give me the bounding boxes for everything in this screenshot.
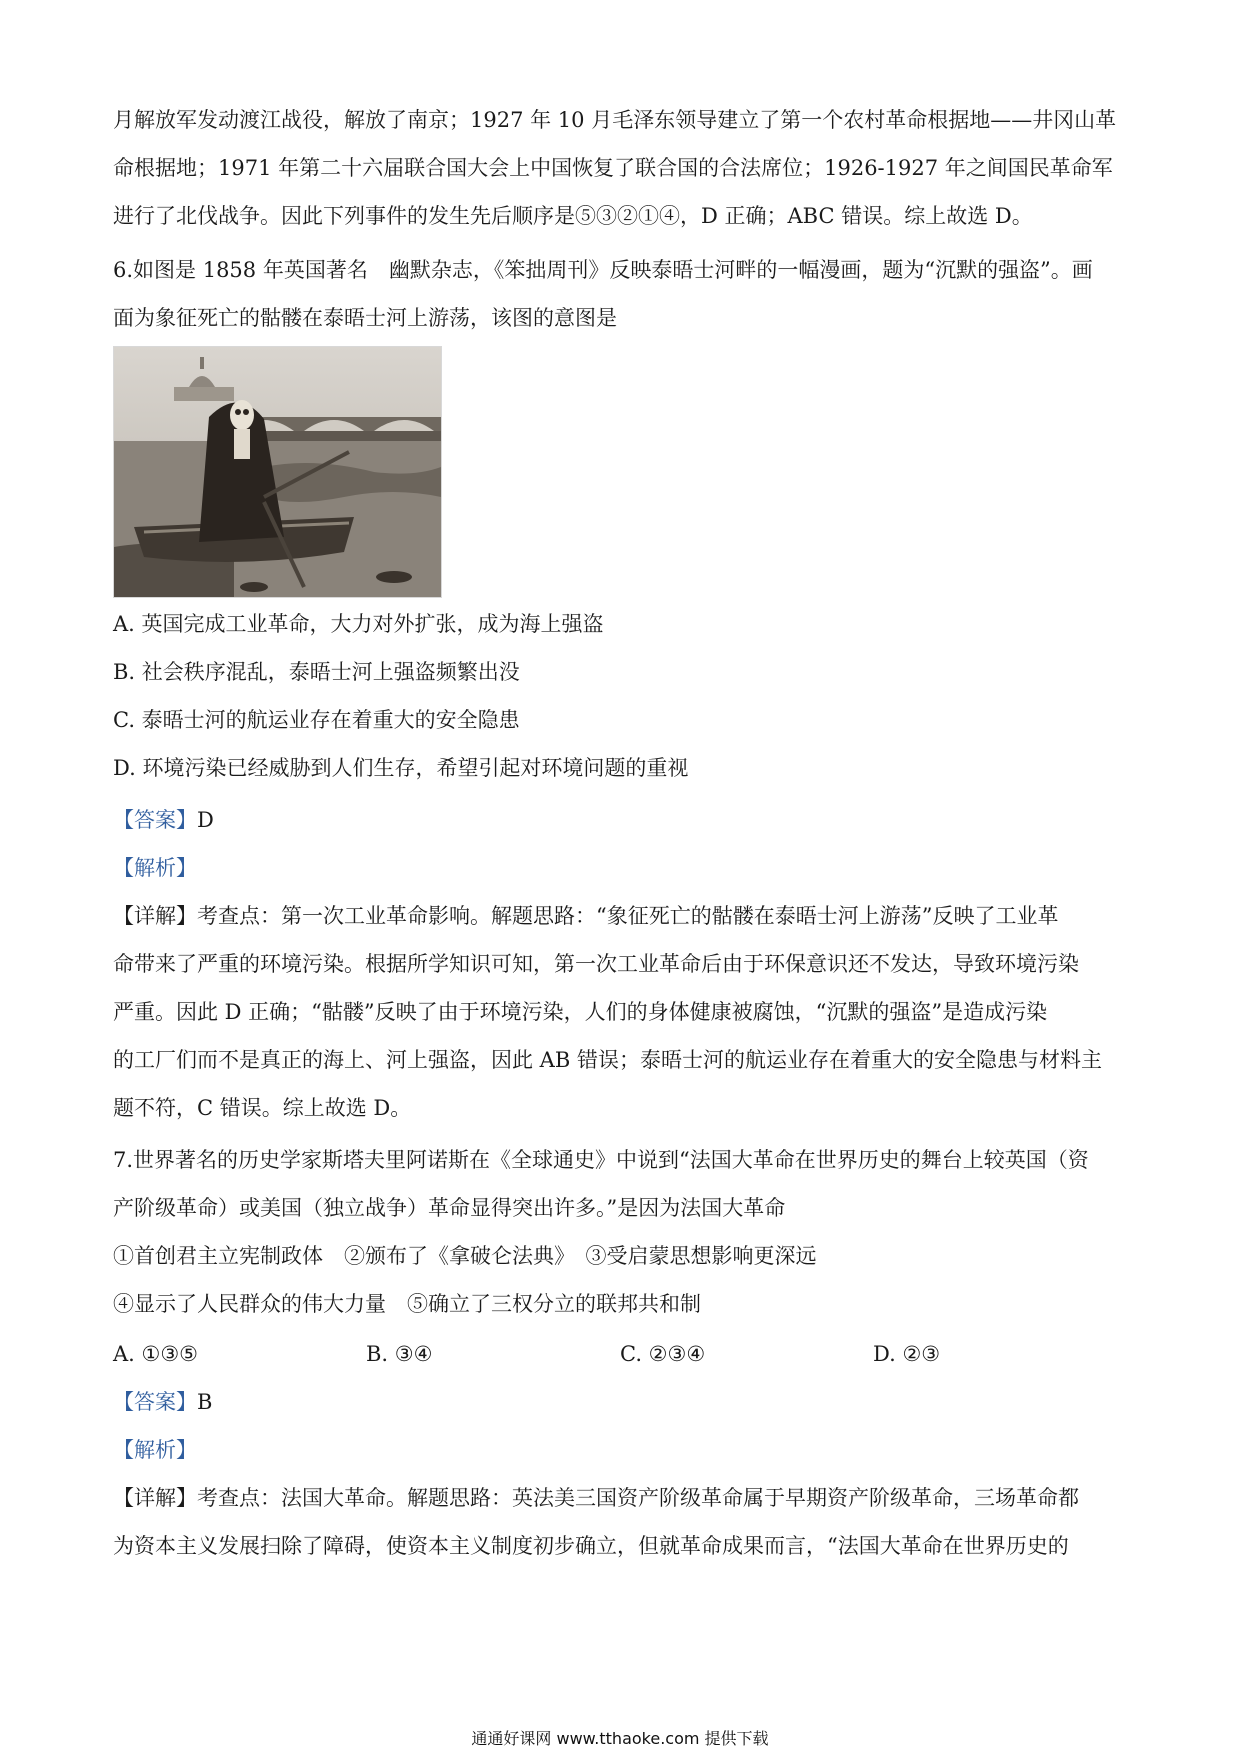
- text-line: 月解放军发动渡江战役，解放了南京；1927 年 10 月毛泽东领导建立了第一个农村革命根据地——井冈山革: [113, 108, 1117, 132]
- answer-label: 【答案】: [113, 808, 197, 832]
- text-line: 严重。因此 D 正确；“骷髅”反映了由于环境污染，人们的身体健康被腐蚀，“沉默的强盗”是造成污染: [113, 1000, 1048, 1024]
- question-6-stem: [113, 246, 1128, 342]
- option-b: B. 社会秩序混乱，泰晤士河上强盗频繁出没: [113, 660, 520, 684]
- question-7-answer: [113, 1378, 1128, 1474]
- text-line: 产阶级革命）或美国（独立战争）革命显得突出许多。”是因为法国大革命: [113, 1196, 786, 1220]
- intro-paragraph: [113, 96, 1128, 240]
- question-7-options: [113, 1330, 1128, 1378]
- text-line: 为资本主义发展扫除了障碍，使资本主义制度初步确立，但就革命成果而言，“法国大革命在世界历史的: [113, 1534, 1069, 1558]
- text-line: 进行了北伐战争。因此下列事件的发生先后顺序是⑤③②①④，D 正确；ABC 错误。综上故选 D。: [113, 204, 1033, 228]
- question-7-detail: [113, 1474, 1128, 1570]
- option-d: D. 环境污染已经威胁到人们生存，希望引起对环境问题的重视: [113, 756, 689, 780]
- option-d: D. ②③: [873, 1342, 941, 1366]
- cartoon-drawing: [114, 347, 441, 597]
- question-7-stem: [113, 1136, 1128, 1328]
- answer-label: 【答案】: [113, 1390, 197, 1414]
- text-line: 的工厂们而不是真正的海上、河上强盗，因此 AB 错误；泰晤士河的航运业存在着重大的安全隐患与材料主: [113, 1048, 1102, 1072]
- analysis-label: 【解析】: [113, 1438, 197, 1462]
- analysis-label: 【解析】: [113, 856, 197, 880]
- answer-value: D: [197, 808, 214, 832]
- silent-highwayman-cartoon: [113, 346, 442, 598]
- text-line: 考查点：第一次工业革命影响。解题思路：“象征死亡的骷髅在泰晤士河上游荡”反映了工业革: [197, 904, 1059, 928]
- option-c: C. ②③④: [620, 1342, 706, 1366]
- option-c: C. 泰晤士河的航运业存在着重大的安全隐患: [113, 708, 520, 732]
- page-footer: 通通好课网 www.tthaoke.com 提供下载: [471, 1729, 769, 1748]
- detail-label: 【详解】: [113, 904, 197, 928]
- question-6-detail: [113, 892, 1128, 1132]
- answer-value: B: [197, 1390, 213, 1414]
- option-b: B. ③④: [366, 1342, 433, 1366]
- text-line: 考查点：法国大革命。解题思路：英法美三国资产阶级革命属于早期资产阶级革命，三场革命都: [197, 1486, 1079, 1510]
- text-line: 7.世界著名的历史学家斯塔夫里阿诺斯在《全球通史》中说到“法国大革命在世界历史的舞台上较英国（资: [113, 1148, 1089, 1172]
- option-a: A. ①③⑤: [113, 1342, 198, 1366]
- statement-line: ④显示了人民群众的伟大力量 ⑤确立了三权分立的联邦共和制: [113, 1292, 701, 1316]
- option-a: A. 英国完成工业革命，大力对外扩张，成为海上强盗: [113, 612, 604, 636]
- text-line: 6.如图是 1858 年英国著名 幽默杂志，《笨拙周刊》反映泰晤士河畔的一幅漫画，题为“沉默的强盗”。画: [113, 258, 1093, 282]
- text-line: 题不符，C 错误。综上故选 D。: [113, 1096, 412, 1120]
- detail-label: 【详解】: [113, 1486, 197, 1510]
- statement-line: ①首创君主立宪制政体 ②颁布了《拿破仑法典》 ③受启蒙思想影响更深远: [113, 1244, 817, 1268]
- question-6-options: [113, 600, 1128, 792]
- question-6-answer: [113, 796, 1128, 892]
- text-line: 面为象征死亡的骷髅在泰晤士河上游荡，该图的意图是: [113, 306, 617, 330]
- text-line: 命根据地；1971 年第二十六届联合国大会上中国恢复了联合国的合法席位；1926-1927 年之间国民革命军: [113, 156, 1113, 180]
- text-line: 命带来了严重的环境污染。根据所学知识可知，第一次工业革命后由于环保意识还不发达，导致环境污染: [113, 952, 1079, 976]
